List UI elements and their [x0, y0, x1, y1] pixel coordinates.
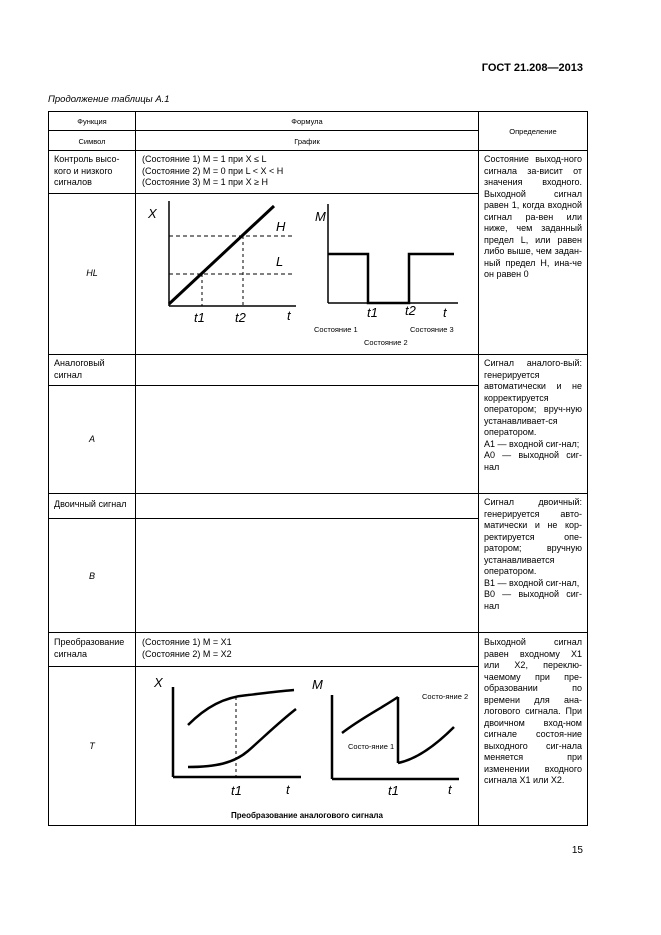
row-a-definition-line-3: A0 — выходной сиг-нал	[484, 450, 582, 472]
row-t-formula	[142, 637, 472, 660]
hl-l-label: L	[276, 254, 284, 269]
standard-number: ГОСТ 21.208—2013	[481, 62, 583, 74]
row-a-function: Аналоговый сигнал	[54, 358, 105, 380]
hl-right-y-label: M	[315, 209, 326, 224]
row-b-definition-line-2: B1 — входной сиг-нал,	[484, 577, 580, 588]
t-output-state-2	[398, 727, 454, 763]
hl-input-ramp	[169, 206, 274, 304]
row-hl-formula-line-1: (Состояние 1) M = 1 при X ≤ L	[142, 154, 267, 164]
row-a-definition-line-1: Сигнал аналого-вый: генерируется автоматически и не корректируется оператором; вруч-ную устанавливает-ся оператором.	[484, 358, 582, 437]
row-b-definition	[484, 497, 582, 612]
hl-state-2-label: Состояние 2	[364, 338, 408, 347]
row-a-definition-line-2: A1 — входной сиг-нал;	[484, 438, 580, 449]
hl-state-1-label: Состояние 1	[314, 325, 358, 334]
table-caption: Продолжение таблицы А.1	[48, 94, 170, 105]
hl-output-trace	[328, 254, 454, 303]
row-t-formula-line-2: (Состояние 2) M = X2	[142, 648, 232, 659]
t-input-x1-curve	[188, 690, 294, 725]
row-a-definition	[484, 358, 582, 473]
t-state-2-label: Состо-яние 2	[422, 692, 469, 701]
row-a-symbol: A	[88, 434, 95, 444]
t-right-y-label: M	[312, 677, 323, 692]
hl-left-t1-label: t1	[194, 310, 205, 325]
row-hl-formula	[142, 154, 472, 189]
row-t-definition: Выходной сигнал равен входному X1 или X2, переклю-чаемому при пре-образовании по времени для ана-логового сигнала. При двоичном вход-ном сигнале состоя-ние выходного сиг-нала меняется при изменении входного сигнала X1 или X2.	[484, 637, 582, 785]
row-hl-definition: Состояние выход-ного сигнала за-висит от значения входного. Выходной сигнал равен 1, когда входной сигнал ра-вен или ниже, чем заданный предел L, или равен либо выше, чем задан-ный предел H, ина-че он равен 0	[484, 154, 582, 279]
hl-h-label: H	[276, 219, 286, 234]
row-t-symbol: T	[89, 741, 95, 751]
column-header-definition: Определение	[509, 127, 557, 136]
hl-graph	[136, 194, 478, 354]
t-output-state-1	[342, 697, 398, 733]
hl-left-t-label: t	[287, 308, 291, 323]
t-left-t-label: t	[286, 782, 290, 797]
row-b-definition-line-1: Сигнал двоичный: генерируется авто-матически и не кор-ректируется опе-ратором; вручную устанавливается оператором.	[484, 497, 582, 576]
row-hl-formula-line-2: (Состояние 2) M = 0 при L < X < H	[142, 165, 284, 176]
t-state-1-label: Состо-яние 1	[348, 742, 395, 751]
row-t-formula-line-1: (Состояние 1) M = X1	[142, 637, 232, 647]
row-b-function: Двоичный сигнал	[54, 499, 127, 509]
row-b-symbol: B	[88, 571, 95, 581]
t-right-t1-label: t1	[388, 783, 399, 798]
hl-left-y-label: X	[148, 206, 157, 221]
hl-right-t2-label: t2	[405, 303, 416, 318]
column-header-formula: Формула	[291, 117, 323, 126]
page-number: 15	[571, 845, 583, 856]
row-hl-function: Контроль высо-кого и низкого сигналов	[54, 154, 120, 187]
t-input-x2-curve	[188, 709, 296, 767]
t-graph	[136, 667, 478, 825]
row-hl-formula-line-3: (Состояние 3) M = 1 при X ≥ H	[142, 177, 269, 187]
row-t-function: Преобразование сигнала	[54, 637, 125, 659]
t-left-t1-label: t1	[231, 783, 242, 798]
hl-right-t-label: t	[443, 305, 447, 320]
hl-state-3-label: Состояние 3	[410, 325, 454, 334]
t-right-t-label: t	[448, 782, 452, 797]
column-header-function: Функция	[77, 117, 107, 126]
row-b-definition-line-3: B0 — выходной сиг-нал	[484, 589, 582, 611]
t-graph-caption: Преобразование аналогового сигнала	[231, 811, 383, 820]
row-hl-symbol: HL	[86, 268, 98, 278]
t-left-y-label: X	[154, 675, 163, 690]
hl-right-t1-label: t1	[367, 305, 378, 320]
hl-left-t2-label: t2	[235, 310, 246, 325]
column-header-graph: График	[294, 137, 320, 146]
column-header-symbol: Символ	[78, 137, 106, 146]
